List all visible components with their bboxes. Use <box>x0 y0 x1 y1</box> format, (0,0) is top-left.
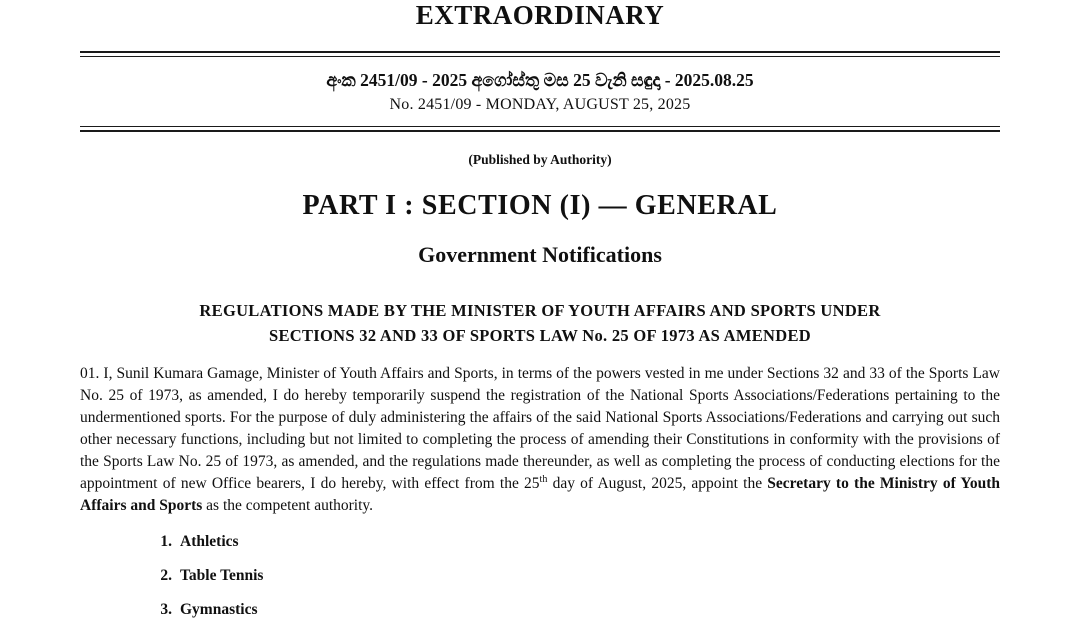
paragraph-text-part-2: day of August, 2025, appoint the <box>547 475 768 493</box>
list-item-label: Table Tennis <box>180 567 264 585</box>
list-item <box>160 567 1000 601</box>
gazette-date-sinhala: අංක 2451/09 - 2025 අගෝස්තු මස 25 වැනි සඳුදා - 2025.08.25 <box>326 70 754 90</box>
list-item-label: Athletics <box>180 533 239 551</box>
paragraph-text-part-3: as the competent authority. <box>202 497 374 515</box>
list-item <box>160 533 1000 567</box>
gazette-date-english: No. 2451/09 - MONDAY, AUGUST 25, 2025 <box>389 95 691 113</box>
list-item-number: 2. <box>160 567 172 585</box>
list-item-number: 1. <box>160 533 172 551</box>
notification-paragraph <box>80 349 1000 517</box>
list-item-label: Gymnastics <box>180 601 258 619</box>
list-item-number: 3. <box>160 601 172 619</box>
part-title: PART I : SECTION (I) — GENERAL <box>302 189 778 221</box>
masthead-extraordinary: EXTRAORDINARY <box>415 0 665 30</box>
ordinal-suffix: th <box>539 473 548 485</box>
competent-authority-name: Secretary to the Ministry of Youth Affairs and Sports <box>80 475 1001 515</box>
section-title: Government Notifications <box>418 241 662 267</box>
regulation-heading <box>80 268 1000 349</box>
regulation-heading-line-1: REGULATIONS MADE BY THE MINISTER OF YOUTH AFFAIRS AND SPORTS UNDER <box>199 300 881 320</box>
published-by-authority: (Published by Authority) <box>468 151 612 167</box>
regulation-heading-line-2: SECTIONS 32 AND 33 OF SPORTS LAW No. 25 OF 1973 AS AMENDED <box>269 326 811 346</box>
sports-list <box>80 517 1000 635</box>
paragraph-text-part-1: 01. I, Sunil Kumara Gamage, Minister of Youth Affairs and Sports, in terms of the powers vested in me under Sections 32 and 33 of the Sports Law No. 25 of 1973, as amended, I do hereby temporarily suspend the registration of the National Sports Associations/Federations pertaining to the undermentioned sports. For the purpose of duly administering the affairs of the said National Sports Associations/Federations and carrying out such other necessary functions, including but not limited to completing the process of amending their Constitutions in conformity with the provisions of the Sports Law No. 25 of 1973, as amended, and the regulations made thereunder, as well as completing the process of conducting elections for the appointment of new Office bearers, I do hereby, with effect from the 25 <box>80 364 1000 493</box>
list-item <box>160 601 1000 635</box>
